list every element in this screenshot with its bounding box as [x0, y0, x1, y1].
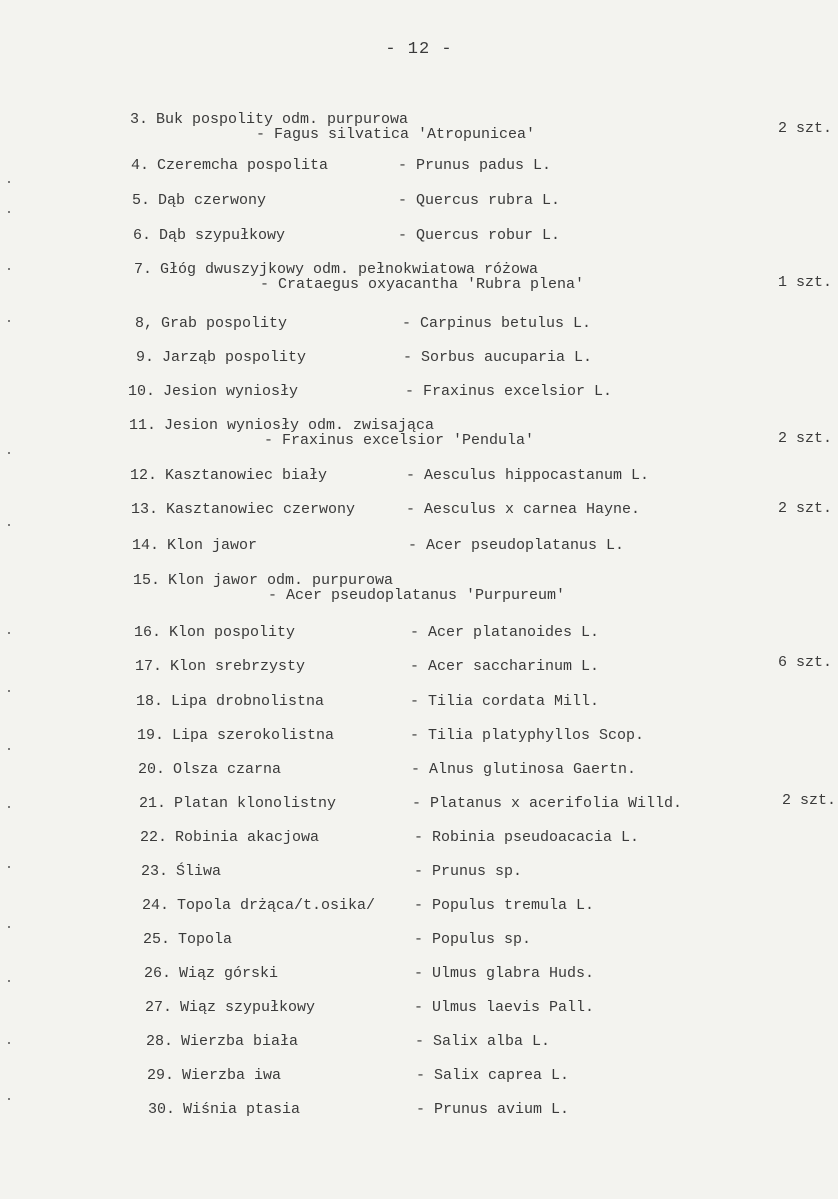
item-number: 28. — [145, 1033, 173, 1050]
latin-name: - Aesculus x carnea Hayne. — [406, 501, 641, 518]
item-number: 14. — [131, 537, 159, 554]
polish-name: Grab pospolity — [161, 315, 288, 332]
quantity: 2 szt. — [777, 500, 832, 517]
latin-name: - Fraxinus excelsior 'Pendula' — [264, 432, 535, 449]
polish-name: Wierzba iwa — [182, 1067, 282, 1084]
polish-name: Jarząb pospolity — [162, 349, 307, 366]
latin-name: - Aesculus hippocastanum L. — [406, 467, 650, 484]
latin-name: - Prunus sp. — [414, 863, 523, 880]
margin-speck — [8, 926, 10, 928]
polish-name: Topola — [178, 931, 233, 948]
latin-name: - Populus sp. — [414, 931, 532, 948]
latin-name: - Sorbus aucuparia L. — [403, 349, 593, 366]
latin-name: - Quercus robur L. — [398, 227, 561, 244]
polish-name: Lipa drobnolistna — [171, 693, 325, 710]
margin-speck — [8, 452, 10, 454]
item-number: 17. — [134, 658, 162, 675]
latin-name: - Prunus avium L. — [416, 1101, 570, 1118]
latin-name: - Platanus x acerifolia Willd. — [412, 795, 683, 812]
latin-name: - Acer pseudoplatanus L. — [408, 537, 625, 554]
margin-speck — [8, 268, 10, 270]
item-number: 21. — [138, 795, 166, 812]
margin-speck — [8, 632, 10, 634]
polish-name: Buk pospolity odm. purpurowa — [156, 111, 409, 128]
item-number: 25. — [142, 931, 170, 948]
item-number: 12. — [129, 467, 157, 484]
item-number: 15. — [132, 572, 160, 589]
item-number: 9. — [135, 349, 154, 366]
margin-speck — [8, 980, 10, 982]
margin-speck — [8, 866, 10, 868]
quantity: 2 szt. — [781, 792, 836, 809]
polish-name: Klon srebrzysty — [170, 658, 306, 675]
polish-name: Platan klonolistny — [174, 795, 337, 812]
polish-name: Kasztanowiec biały — [165, 467, 328, 484]
polish-name: Dąb szypułkowy — [159, 227, 286, 244]
margin-speck — [8, 524, 10, 526]
latin-name: - Carpinus betulus L. — [402, 315, 592, 332]
polish-name: Olsza czarna — [173, 761, 282, 778]
latin-name: - Tilia cordata Mill. — [410, 693, 600, 710]
quantity: 1 szt. — [777, 274, 832, 291]
item-number: 20. — [137, 761, 165, 778]
margin-speck — [8, 690, 10, 692]
item-number: 19. — [136, 727, 164, 744]
latin-name: - Populus tremula L. — [414, 897, 595, 914]
polish-name: Topola drżąca/t.osika/ — [177, 897, 376, 914]
polish-name: Klon jawor — [167, 537, 258, 554]
latin-name: - Robinia pseudoacacia L. — [414, 829, 640, 846]
latin-name: - Salix alba L. — [415, 1033, 551, 1050]
polish-name: Jesion wyniosły odm. zwisająca — [164, 417, 435, 434]
latin-name: - Tilia platyphyllos Scop. — [410, 727, 645, 744]
item-number: 27. — [144, 999, 172, 1016]
latin-name: - Ulmus laevis Pall. — [414, 999, 595, 1016]
polish-name: Wiąz szypułkowy — [180, 999, 316, 1016]
item-number: 8, — [134, 315, 153, 332]
latin-name: - Quercus rubra L. — [398, 192, 561, 209]
polish-name: Śliwa — [176, 863, 222, 880]
polish-name: Kasztanowiec czerwony — [166, 501, 356, 518]
polish-name: Klon pospolity — [169, 624, 296, 641]
polish-name: Wiśnia ptasia — [183, 1101, 301, 1118]
polish-name: Czeremcha pospolita — [157, 157, 329, 174]
margin-speck — [8, 320, 10, 322]
margin-speck — [8, 181, 10, 183]
latin-name: - Acer pseudoplatanus 'Purpureum' — [268, 587, 566, 604]
item-number: 4. — [130, 157, 149, 174]
latin-name: - Alnus glutinosa Gaertn. — [411, 761, 637, 778]
item-number: 6. — [132, 227, 151, 244]
latin-name: - Prunus padus L. — [398, 157, 552, 174]
latin-name: - Acer platanoides L. — [410, 624, 600, 641]
item-number: 5. — [131, 192, 150, 209]
quantity: 2 szt. — [777, 430, 832, 447]
polish-name: Jesion wyniosły — [163, 383, 299, 400]
item-number: 10. — [127, 383, 155, 400]
item-number: 26. — [143, 965, 171, 982]
item-number: 30. — [147, 1101, 175, 1118]
latin-name: - Fagus silvatica 'Atropunicea' — [256, 126, 536, 143]
polish-name: Klon jawor odm. purpurowa — [168, 572, 394, 589]
polish-name: Głóg dwuszyjkowy odm. pełnokwiatowa różowa — [160, 261, 539, 278]
polish-name: Lipa szerokolistna — [172, 727, 335, 744]
item-number: 13. — [130, 501, 158, 518]
polish-name: Wierzba biała — [181, 1033, 299, 1050]
item-number: 16. — [133, 624, 161, 641]
item-number: 7. — [133, 261, 152, 278]
quantity: 6 szt. — [777, 654, 832, 671]
polish-name: Robinia akacjowa — [175, 829, 320, 846]
latin-name: - Fraxinus excelsior L. — [405, 383, 613, 400]
latin-name: - Salix caprea L. — [416, 1067, 570, 1084]
margin-speck — [8, 748, 10, 750]
margin-speck — [8, 1098, 10, 1100]
item-number: 11. — [128, 417, 156, 434]
item-number: 24. — [141, 897, 169, 914]
item-number: 3. — [129, 111, 148, 128]
item-number: 22. — [139, 829, 167, 846]
item-number: 18. — [135, 693, 163, 710]
latin-name: - Crataegus oxyacantha 'Rubra plena' — [260, 276, 585, 293]
item-number: 23. — [140, 863, 168, 880]
latin-name: - Ulmus glabra Huds. — [414, 965, 595, 982]
item-number: 29. — [146, 1067, 174, 1084]
margin-speck — [8, 806, 10, 808]
polish-name: Wiąz górski — [179, 965, 279, 982]
page-number: - 12 - — [385, 40, 453, 59]
margin-speck — [8, 211, 10, 213]
quantity: 2 szt. — [777, 120, 832, 137]
polish-name: Dąb czerwony — [158, 192, 267, 209]
margin-speck — [8, 1042, 10, 1044]
latin-name: - Acer saccharinum L. — [410, 658, 600, 675]
